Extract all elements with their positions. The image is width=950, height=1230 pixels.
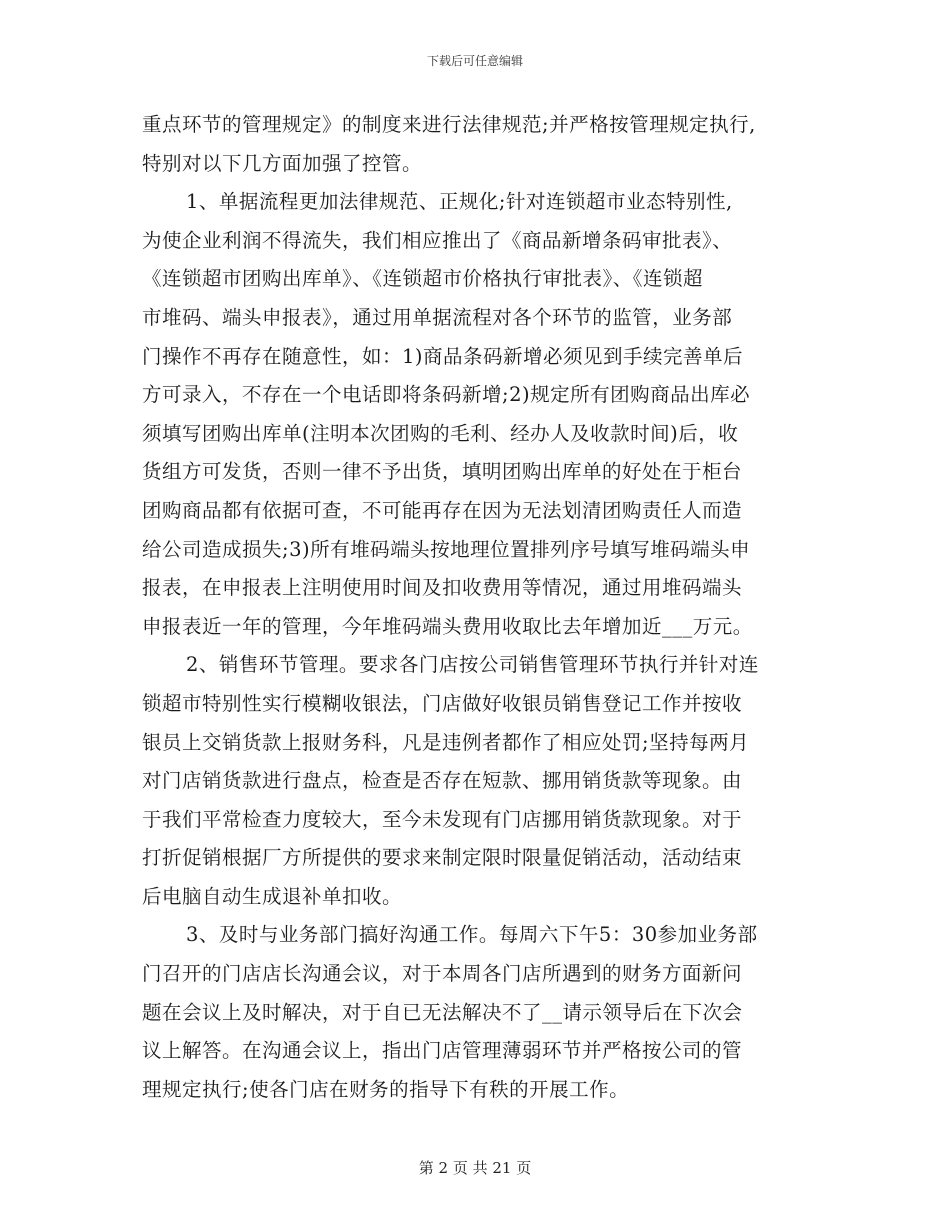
document-body: [142, 106, 822, 1109]
text-line: 于我们平常检查力度较大，至今未发现有门店挪用销货款现象。对于: [142, 807, 743, 831]
text-line: 议上解答。在沟通会议上，指出门店管理薄弱环节并严格按公司的管: [142, 1039, 743, 1063]
page-header: 下载后可任意编辑: [426, 54, 523, 68]
text-line: 报表，在申报表上注明使用时间及扣收费用等情况，通过用堆码端头: [142, 576, 743, 600]
text-line: 给公司造成损失;3)所有堆码端头按地理位置排列序号填写堆码端头申: [142, 537, 751, 561]
paragraph-start-line: 1、单据流程更加法律规范、正规化;针对连锁超市业态特别性,: [186, 190, 733, 214]
paragraph-start-line: 2、销售环节管理。要求各门店按公司销售管理环节执行并针对连: [186, 653, 759, 677]
text-line: 特别对以下几方面加强了控管。: [142, 151, 423, 175]
text-line: 对门店销货款进行盘点，检查是否存在短款、挪用销货款等现象。由: [142, 769, 743, 793]
text-line: 申报表近一年的管理，今年堆码端头费用收取比去年增加近___万元。: [142, 614, 753, 638]
text-line: 团购商品都有依据可查，不可能再存在因为无法划清团购责任人而造: [142, 498, 743, 522]
text-line: 打折促销根据厂方所提供的要求来制定限时限量促销活动，活动结束: [142, 846, 743, 870]
text-line: 题在会议上及时解决，对于自已无法解决不了__请示领导后在下次会: [142, 1000, 743, 1024]
page-footer: 第 2 页 共 21 页: [418, 1159, 532, 1177]
text-line: 门召开的门店店长沟通会议，对于本周各门店所遇到的财务方面新问: [142, 962, 743, 986]
text-line: 门操作不再存在随意性，如：1)商品条码新增必须见到手续完善单后: [142, 344, 744, 368]
text-line: 重点环节的管理规定》的制度来进行法律规范;并严格按管理规定执行,: [142, 113, 756, 136]
text-line: 货组方可发货，否则一律不予出货，填明团购出库单的好处在于柜台: [142, 460, 743, 484]
text-line: 理规定执行;使各门店在财务的指导下有秩的开展工作。: [142, 1077, 630, 1101]
text-line: 后电脑自动生成退补单扣收。: [142, 884, 403, 908]
text-line: 《连锁超市团购出库单》、《连锁超市价格执行审批表》、《连锁超: [142, 267, 704, 291]
text-line: 市堆码、端头申报表》，通过用单据流程对各个环节的监管，业务部: [142, 305, 733, 329]
text-line: 银员上交销货款上报财务科，凡是违例者都作了相应处罚;坚持每两月: [142, 730, 750, 754]
text-line: 须填写团购出库单(注明本次团购的毛利、经办人及收款时间)后，收: [142, 421, 739, 445]
paragraph-start-line: 3、及时与业务部门搞好沟通工作。每周六下午5：30参加业务部: [186, 923, 758, 947]
text-line: 为使企业利润不得流失，我们相应推出了《商品新增条码审批表》、: [142, 228, 733, 252]
text-line: 方可录入，不存在一个电话即将条码新增;2)规定所有团购商品出库必: [142, 383, 751, 407]
text-line: 锁超市特别性实行模糊收银法，门店做好收银员销售登记工作并按收: [142, 691, 743, 715]
